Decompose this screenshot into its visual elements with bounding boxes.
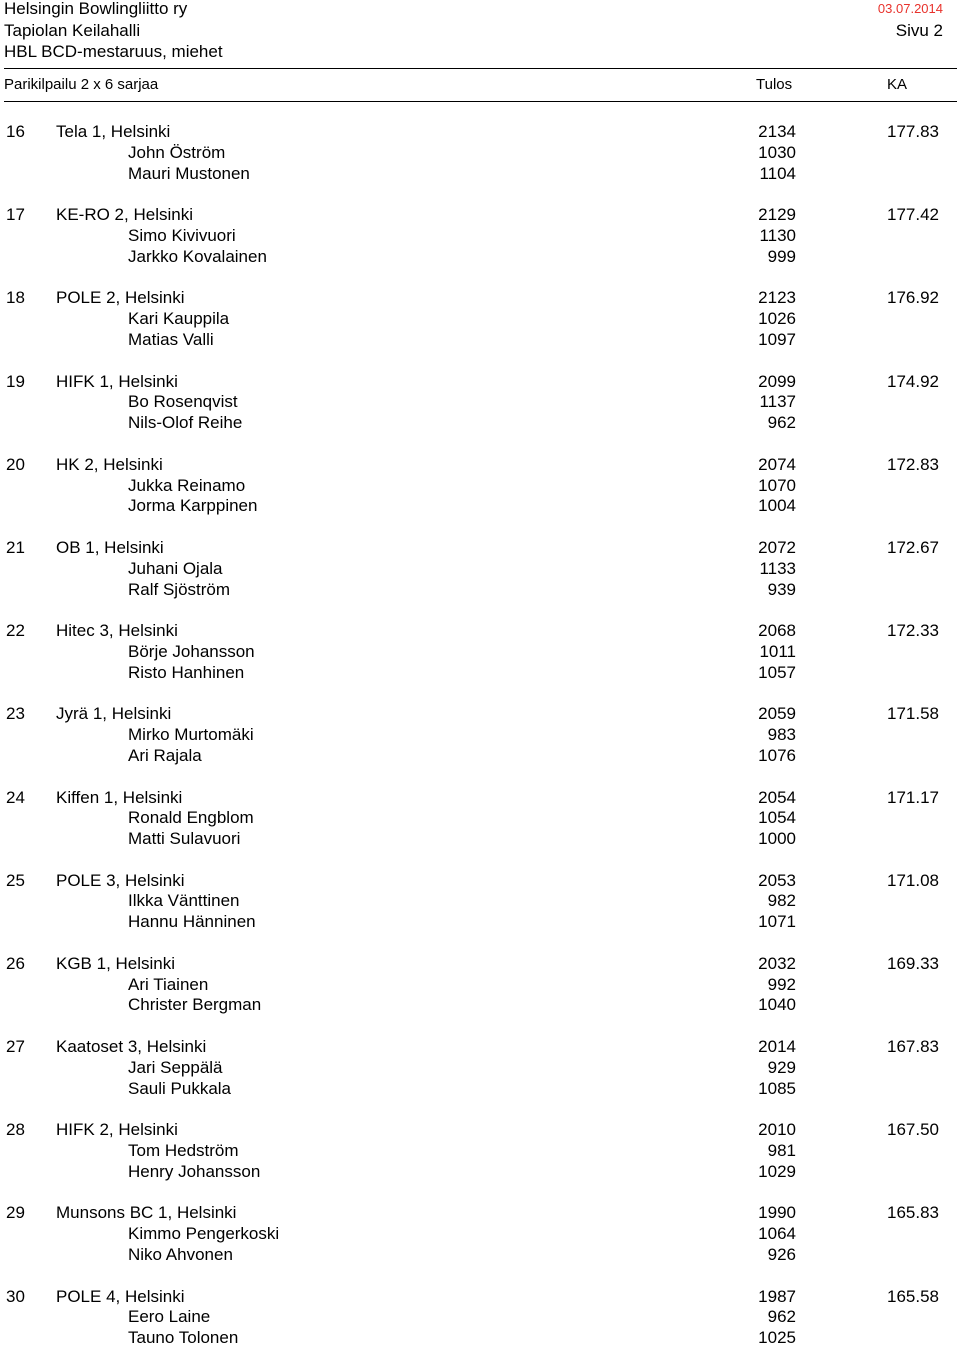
table-header bbox=[0, 72, 960, 100]
team-row bbox=[0, 954, 960, 975]
team-total-score: 1987 bbox=[758, 1286, 796, 1306]
player-row bbox=[0, 1328, 960, 1349]
team-entry bbox=[0, 1120, 960, 1203]
team-name: HIFK 1, Helsinki bbox=[56, 371, 178, 391]
player-name: Ari Tiainen bbox=[128, 974, 209, 994]
team-entry bbox=[0, 704, 960, 787]
team-entry bbox=[0, 621, 960, 704]
team-total-score: 2014 bbox=[758, 1037, 796, 1057]
team-average: 177.83 bbox=[887, 122, 939, 141]
team-name: HK 2, Helsinki bbox=[56, 454, 163, 474]
player-score: 1011 bbox=[759, 641, 796, 661]
player-name: Ilkka Vänttinen bbox=[128, 891, 240, 911]
player-score: 983 bbox=[767, 725, 796, 745]
player-row bbox=[0, 891, 960, 912]
event-label: Parikilpailu 2 x 6 sarjaa bbox=[4, 76, 159, 93]
player-name: Kari Kauppila bbox=[128, 309, 230, 329]
team-row bbox=[0, 122, 960, 143]
team-total-score: 2053 bbox=[758, 870, 796, 890]
player-row bbox=[0, 1245, 960, 1266]
competition-name: HBL BCD-mestaruus, miehet bbox=[4, 42, 223, 61]
player-score: 1029 bbox=[758, 1161, 796, 1181]
team-row bbox=[0, 455, 960, 476]
team-row bbox=[0, 1203, 960, 1224]
player-row bbox=[0, 912, 960, 933]
player-row bbox=[0, 1079, 960, 1100]
team-total-score: 2010 bbox=[758, 1120, 796, 1140]
player-name: Börje Johansson bbox=[128, 641, 255, 661]
average-column-header: KA bbox=[887, 76, 908, 93]
team-total-score: 2072 bbox=[758, 537, 796, 557]
player-name: Mauri Mustonen bbox=[128, 163, 250, 183]
player-score: 939 bbox=[767, 579, 796, 599]
player-score: 1004 bbox=[758, 496, 796, 516]
player-row bbox=[0, 309, 960, 330]
header-divider-top bbox=[4, 68, 957, 69]
team-total-score: 2129 bbox=[758, 205, 796, 225]
player-score: 1000 bbox=[758, 829, 796, 849]
player-row bbox=[0, 559, 960, 580]
results-list bbox=[0, 122, 960, 1370]
player-score: 1097 bbox=[758, 329, 796, 349]
team-name: Jyrä 1, Helsinki bbox=[56, 704, 172, 724]
team-entry bbox=[0, 1203, 960, 1286]
player-row bbox=[0, 476, 960, 497]
player-name: Hannu Hänninen bbox=[128, 912, 256, 932]
player-name: Jari Seppälä bbox=[128, 1057, 223, 1077]
player-name: Mirko Murtomäki bbox=[128, 725, 254, 745]
team-rank: 26 bbox=[6, 953, 25, 973]
team-name: KE-RO 2, Helsinki bbox=[56, 205, 193, 225]
player-score: 992 bbox=[767, 974, 796, 994]
player-score: 1030 bbox=[758, 142, 796, 162]
player-row bbox=[0, 746, 960, 767]
team-total-score: 2054 bbox=[758, 787, 796, 807]
player-row bbox=[0, 143, 960, 164]
team-rank: 25 bbox=[6, 870, 25, 890]
team-total-score: 2068 bbox=[758, 621, 796, 641]
team-name: OB 1, Helsinki bbox=[56, 537, 164, 557]
player-row bbox=[0, 975, 960, 996]
header-divider-bottom bbox=[4, 101, 957, 102]
team-rank: 28 bbox=[6, 1120, 25, 1140]
team-average: 172.67 bbox=[887, 537, 939, 557]
team-total-score: 2099 bbox=[758, 371, 796, 391]
team-total-score: 2059 bbox=[758, 704, 796, 724]
player-score: 962 bbox=[767, 413, 796, 433]
player-row bbox=[0, 247, 960, 268]
team-rank: 22 bbox=[6, 621, 25, 641]
team-row bbox=[0, 288, 960, 309]
player-row bbox=[0, 642, 960, 663]
player-name: Ronald Engblom bbox=[128, 808, 254, 828]
player-row bbox=[0, 663, 960, 684]
player-row bbox=[0, 164, 960, 185]
team-average: 176.92 bbox=[887, 288, 939, 308]
team-entry bbox=[0, 538, 960, 621]
result-column-header: Tulos bbox=[756, 76, 793, 93]
team-total-score: 2123 bbox=[758, 288, 796, 308]
team-rank: 23 bbox=[6, 704, 25, 724]
team-rank: 29 bbox=[6, 1203, 25, 1223]
team-name: KGB 1, Helsinki bbox=[56, 953, 176, 973]
team-entry bbox=[0, 455, 960, 538]
player-name: Jukka Reinamo bbox=[128, 475, 246, 495]
team-rank: 18 bbox=[6, 288, 25, 308]
team-row bbox=[0, 1037, 960, 1058]
player-name: Nils-Olof Reihe bbox=[128, 413, 243, 433]
player-name: John Öström bbox=[128, 142, 226, 162]
player-row bbox=[0, 580, 960, 601]
player-score: 1070 bbox=[758, 475, 796, 495]
player-row bbox=[0, 1141, 960, 1162]
team-total-score: 2032 bbox=[758, 953, 796, 973]
player-score: 1104 bbox=[759, 163, 796, 183]
player-score: 1076 bbox=[758, 745, 796, 765]
team-rank: 21 bbox=[6, 537, 25, 557]
team-rank: 27 bbox=[6, 1037, 25, 1057]
team-row bbox=[0, 538, 960, 559]
player-name: Niko Ahvonen bbox=[128, 1245, 233, 1265]
player-row bbox=[0, 413, 960, 434]
player-row bbox=[0, 1162, 960, 1183]
player-score: 1025 bbox=[758, 1328, 796, 1348]
team-row bbox=[0, 1120, 960, 1141]
team-row bbox=[0, 871, 960, 892]
venue-name: Tapiolan Keilahalli bbox=[4, 21, 141, 40]
team-average: 167.50 bbox=[887, 1120, 939, 1140]
player-score: 981 bbox=[767, 1141, 796, 1161]
team-total-score: 1990 bbox=[758, 1203, 796, 1223]
player-score: 1026 bbox=[758, 309, 796, 329]
team-rank: 20 bbox=[6, 454, 25, 474]
team-name: POLE 3, Helsinki bbox=[56, 870, 185, 890]
player-row bbox=[0, 496, 960, 517]
player-score: 1054 bbox=[758, 808, 796, 828]
player-row bbox=[0, 725, 960, 746]
player-name: Jorma Karppinen bbox=[128, 496, 258, 516]
team-average: 171.58 bbox=[887, 704, 939, 724]
team-entry bbox=[0, 205, 960, 288]
team-rank: 17 bbox=[6, 205, 25, 225]
player-score: 982 bbox=[767, 891, 796, 911]
team-rank: 16 bbox=[6, 122, 25, 141]
team-row bbox=[0, 621, 960, 642]
page-number: Sivu 2 bbox=[895, 21, 943, 40]
team-average: 174.92 bbox=[887, 371, 939, 391]
header-row-3 bbox=[4, 41, 943, 63]
player-row bbox=[0, 330, 960, 351]
player-row bbox=[0, 1307, 960, 1328]
player-score: 1057 bbox=[758, 662, 796, 682]
player-name: Jarkko Kovalainen bbox=[128, 246, 267, 266]
team-entry bbox=[0, 788, 960, 871]
team-name: Munsons BC 1, Helsinki bbox=[56, 1203, 237, 1223]
team-total-score: 2074 bbox=[758, 454, 796, 474]
player-score: 1130 bbox=[759, 225, 796, 245]
team-average: 177.42 bbox=[887, 205, 939, 225]
report-date: 03.07.2014 bbox=[877, 1, 943, 16]
player-score: 1071 bbox=[758, 912, 796, 932]
player-score: 926 bbox=[767, 1245, 796, 1265]
player-name: Simo Kivivuori bbox=[128, 225, 236, 245]
player-score: 929 bbox=[767, 1057, 796, 1077]
player-name: Juhani Ojala bbox=[128, 558, 223, 578]
team-average: 167.83 bbox=[887, 1037, 939, 1057]
team-average: 171.17 bbox=[887, 787, 939, 807]
header-row-1 bbox=[4, 0, 943, 20]
team-entry bbox=[0, 288, 960, 371]
player-score: 999 bbox=[767, 246, 796, 266]
team-entry bbox=[0, 871, 960, 954]
team-average: 165.83 bbox=[887, 1203, 939, 1223]
team-average: 171.08 bbox=[887, 870, 939, 890]
player-name: Bo Rosenqvist bbox=[128, 392, 238, 412]
player-score: 1137 bbox=[759, 392, 796, 412]
header-row-2 bbox=[4, 20, 943, 42]
player-score: 962 bbox=[767, 1307, 796, 1327]
player-score: 1064 bbox=[758, 1224, 796, 1244]
team-name: POLE 2, Helsinki bbox=[56, 288, 185, 308]
player-row bbox=[0, 226, 960, 247]
player-name: Christer Bergman bbox=[128, 995, 262, 1015]
player-name: Tom Hedström bbox=[128, 1141, 239, 1161]
team-entry bbox=[0, 372, 960, 455]
player-row bbox=[0, 829, 960, 850]
team-row bbox=[0, 788, 960, 809]
team-name: POLE 4, Helsinki bbox=[56, 1286, 185, 1306]
team-row bbox=[0, 1287, 960, 1308]
player-score: 1040 bbox=[758, 995, 796, 1015]
team-total-score: 2134 bbox=[758, 122, 796, 141]
player-name: Kimmo Pengerkoski bbox=[128, 1224, 280, 1244]
team-average: 165.58 bbox=[887, 1286, 939, 1306]
team-entry bbox=[0, 954, 960, 1037]
team-name: HIFK 2, Helsinki bbox=[56, 1120, 178, 1140]
player-name: Tauno Tolonen bbox=[128, 1328, 239, 1348]
player-row bbox=[0, 808, 960, 829]
team-average: 169.33 bbox=[887, 953, 939, 973]
player-name: Risto Hanhinen bbox=[128, 662, 245, 682]
team-entry bbox=[0, 1037, 960, 1120]
team-rank: 19 bbox=[6, 371, 25, 391]
player-row bbox=[0, 995, 960, 1016]
player-score: 1133 bbox=[759, 558, 796, 578]
team-name: Tela 1, Helsinki bbox=[56, 122, 171, 141]
player-name: Sauli Pukkala bbox=[128, 1078, 232, 1098]
player-score: 1085 bbox=[758, 1078, 796, 1098]
team-average: 172.33 bbox=[887, 621, 939, 641]
player-name: Henry Johansson bbox=[128, 1161, 261, 1181]
team-rank: 24 bbox=[6, 787, 25, 807]
player-name: Ralf Sjöström bbox=[128, 579, 231, 599]
team-name: Kaatoset 3, Helsinki bbox=[56, 1037, 207, 1057]
team-row bbox=[0, 205, 960, 226]
player-row bbox=[0, 1224, 960, 1245]
team-entry bbox=[0, 1287, 960, 1370]
team-rank: 30 bbox=[6, 1286, 25, 1306]
player-row bbox=[0, 1058, 960, 1079]
player-name: Matias Valli bbox=[128, 329, 214, 349]
player-name: Ari Rajala bbox=[128, 745, 202, 765]
organization-name: Helsingin Bowlingliitto ry bbox=[4, 0, 188, 18]
team-average: 172.83 bbox=[887, 454, 939, 474]
team-row bbox=[0, 372, 960, 393]
player-name: Matti Sulavuori bbox=[128, 829, 241, 849]
team-name: Kiffen 1, Helsinki bbox=[56, 787, 183, 807]
team-name: Hitec 3, Helsinki bbox=[56, 621, 178, 641]
team-row bbox=[0, 704, 960, 725]
team-entry bbox=[0, 122, 960, 205]
player-row bbox=[0, 392, 960, 413]
player-name: Eero Laine bbox=[128, 1307, 211, 1327]
